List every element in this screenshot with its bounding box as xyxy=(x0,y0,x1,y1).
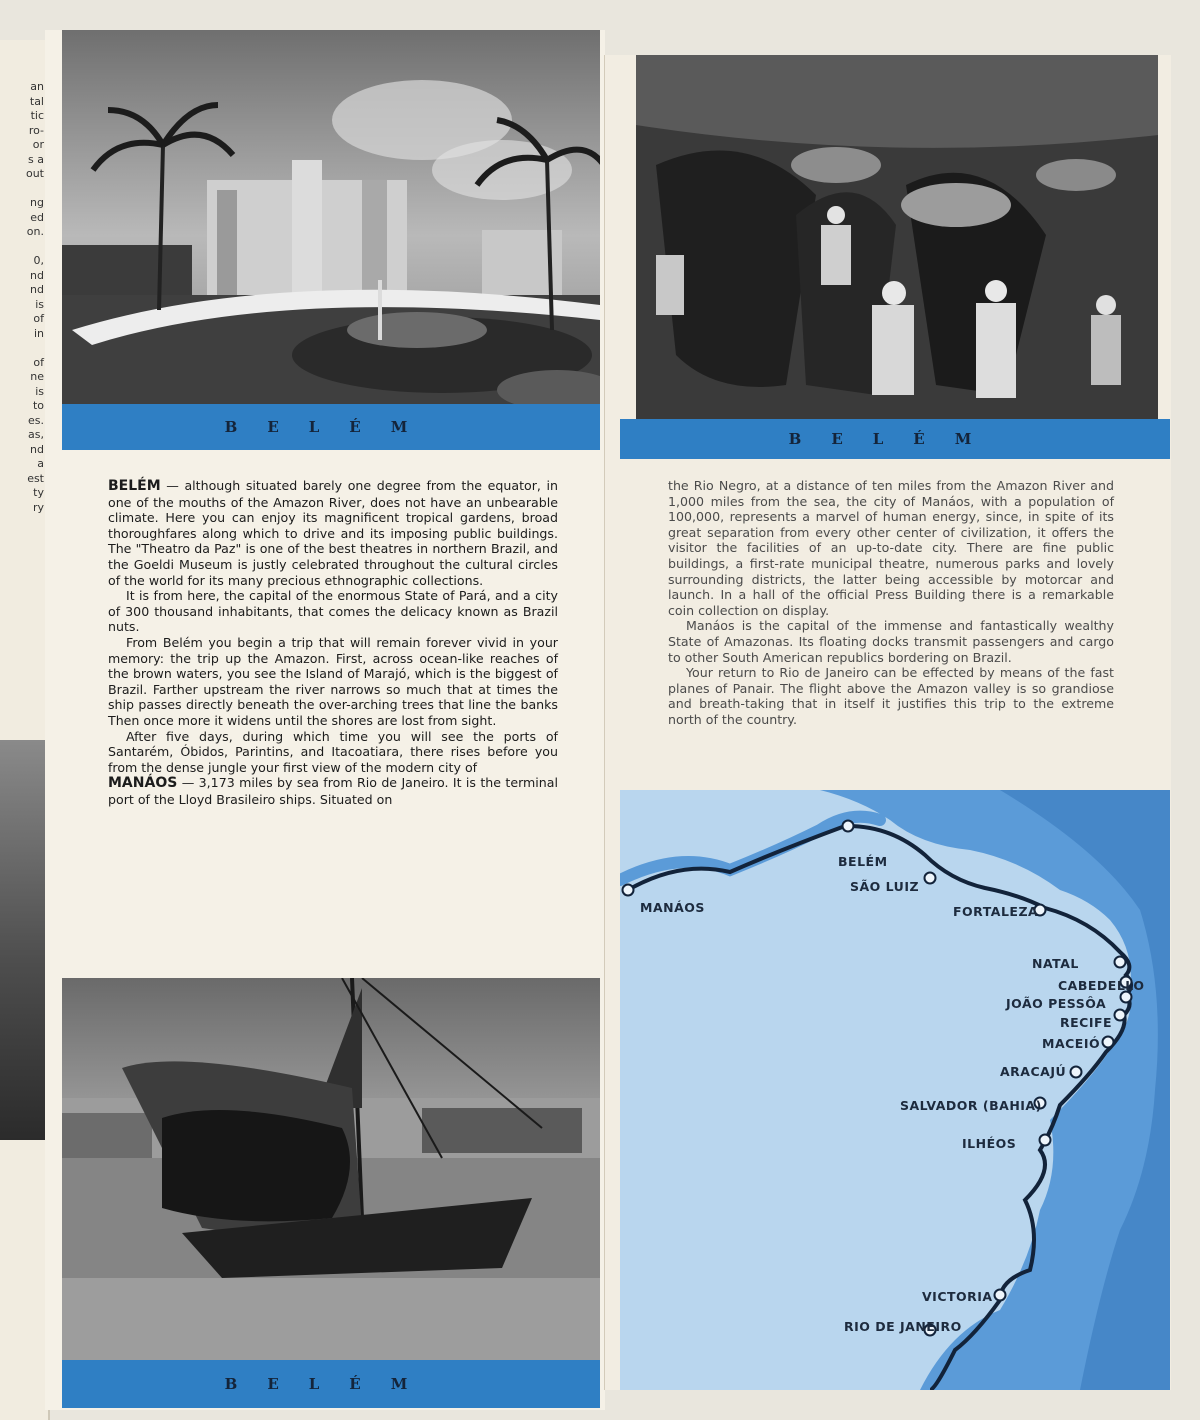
state-para-paragraph: It is from here, the capital of the enormous State of Pará, and a city of 300 thousand inhabitants, that comes the delicacy known as Brazil nuts. xyxy=(108,588,558,635)
city-label-manaos: MANÁOS xyxy=(640,900,705,915)
route-map xyxy=(620,790,1170,1390)
city-marker-joao-pessoa xyxy=(1121,992,1132,1003)
manaos-continued-paragraph: the Rio Negro, at a distance of ten miles from the Amazon River and 1,000 miles from the sea, the city of Manáos, with a population of 100,000, represents a marvel of human energy, since, in spite of its great separation from every other center of civilization, it offers the visitor the facilities of an up-to-date city. There are fine public buildings, a first-rate municipal theatre, numerous parks and lovely surrounding districts, the latter being accessible by motorcar and launch. In a hall of the official Press Building there is a remarkable coin collection on display. xyxy=(668,478,1114,618)
city-label-ilheos: ILHÉOS xyxy=(962,1136,1017,1151)
city-label-recife: RECIFE xyxy=(1060,1015,1113,1030)
right-text-panel xyxy=(668,478,1114,728)
city-label-joao-pessoa: JOÃO PESSÔA xyxy=(1006,996,1107,1011)
sailboat-illustration xyxy=(62,978,600,1374)
return-trip-paragraph: Your return to Rio de Janeiro can be effected by means of the fast planes of Panair. The flight above the Amazon valley is so grandiose and breath-taking that in itself it justifies this trip to the extreme north of the country. xyxy=(668,665,1114,727)
city-label-belem: BELÉM xyxy=(838,854,888,869)
belem-plaza-photo xyxy=(62,30,600,404)
previous-page-text-fragments: an tal tic ro- or s a out ng ed on. 0, nd nd is of in of ne is to es. as, nd a est ty ry xyxy=(25,80,44,514)
belem-heading: BELÉM xyxy=(108,478,161,494)
city-label-fortaleza: FORTALEZA xyxy=(953,904,1039,919)
city-label-natal: NATAL xyxy=(1032,956,1079,971)
city-marker-manaos xyxy=(623,885,634,896)
bottom-left-caption-band: BELÉM xyxy=(62,1360,600,1408)
top-right-caption-band: BELÉM xyxy=(620,419,1170,459)
amazon-trip-paragraph: From Belém you begin a trip that will remain forever vivid in your memory: the trip up the Amazon. First, across ocean-like reaches of the brown waters, you see the Island of Marajó, which is the biggest of Brazil. Farther upstream the river narrows so much that at times the ship passes directly beneath the over-arching trees that line the banks Then once more it widens until the shores are lost from sight. xyxy=(108,634,558,728)
belem-plaza-illustration xyxy=(62,30,600,404)
city-marker-maceio xyxy=(1103,1037,1114,1048)
top-left-caption-band: BELÉM xyxy=(62,404,600,450)
city-marker-natal xyxy=(1115,957,1126,968)
ports-paragraph: After five days, during which time you will see the ports of Santarém, Óbidos, Parintins, and Itacoatiara, there rises before you from the dense jungle your first view of the modern city of xyxy=(108,728,558,775)
belem-sailboat-photo xyxy=(62,978,600,1374)
city-marker-belem xyxy=(843,821,854,832)
manaos-heading: MANÁOS xyxy=(108,775,178,792)
manaos-paragraph xyxy=(108,775,558,807)
amazonas-state-paragraph: Manáos is the capital of the immense and fantastically wealthy State of Amazonas. Its floating docks transmit passengers and cargo to other South American republics bordering on Brazil. xyxy=(668,618,1114,665)
city-marker-sao-luiz xyxy=(925,873,936,884)
previous-page-strip xyxy=(0,40,50,1420)
city-marker-victoria xyxy=(995,1290,1006,1301)
belem-paragraph xyxy=(108,478,558,588)
city-label-aracaju: ARACAJÚ xyxy=(1000,1064,1067,1079)
city-marker-recife xyxy=(1115,1010,1126,1021)
city-label-sao-luiz: SÃO LUIZ xyxy=(850,879,920,894)
city-label-maceio: MACEIÓ xyxy=(1042,1036,1101,1051)
city-label-salvador-bahia: SALVADOR (BAHIA) xyxy=(900,1098,1042,1113)
city-marker-ilheos xyxy=(1040,1135,1051,1146)
river-boats-illustration xyxy=(636,55,1158,419)
belem-paragraph-text: — although situated barely one degree from the equator, in one of the mouths of the Amazon River, does not have an unbearable climate. Here you can enjoy its magnificent tropical gardens, broad thoroughfares along which to drive and its imposing public buildings. The "Theatro da Paz" is one of the best theatres in northern Brazil, and the Goeldi Museum is justly celebrated throughout the cultural circles of the world for its many precious ethnographic collections. xyxy=(108,478,558,588)
city-label-victoria: VICTORIA xyxy=(922,1289,993,1304)
previous-page-photo-fragment xyxy=(0,740,46,1140)
river-boats-photo xyxy=(636,55,1158,419)
city-marker-aracaju xyxy=(1071,1067,1082,1078)
city-label-rio-de-janeiro: RIO DE JANEIRO xyxy=(844,1319,962,1334)
left-text-panel xyxy=(108,478,558,807)
manaos-paragraph-text: — 3,173 miles by sea from Rio de Janeiro. It is the terminal port of the Lloyd Brasileiro ships. Situated on xyxy=(108,775,558,807)
city-label-cabedello: CABEDELLO xyxy=(1058,978,1145,993)
